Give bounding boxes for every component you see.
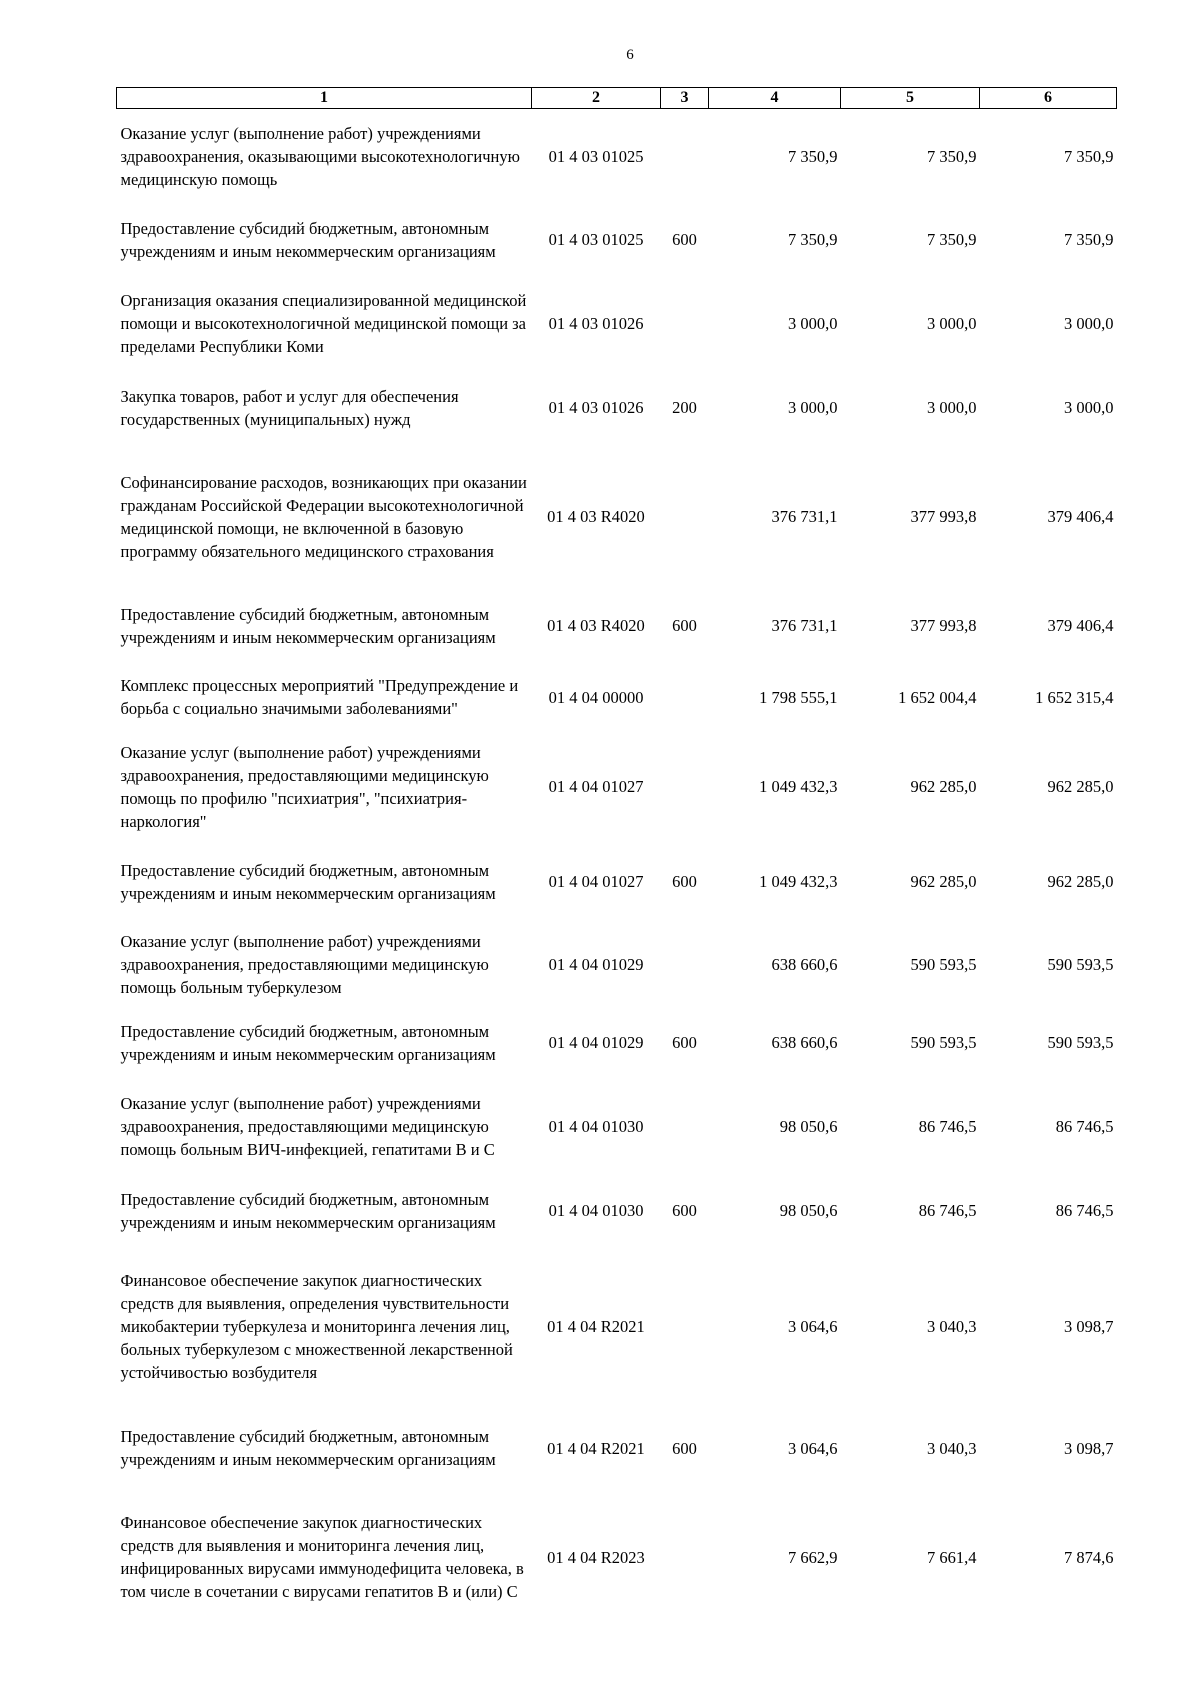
row-expense-type: 600 <box>672 872 697 891</box>
row-value-1: 7 350,9 <box>788 230 838 249</box>
row-name: Организация оказания специализированной медицинской помощи и высокотехнологичной медицинской помощи за пределами Республики Коми <box>120 291 527 356</box>
header-col-4: 4 <box>709 88 841 109</box>
table-row <box>117 1007 1117 1079</box>
row-value-3: 3 000,0 <box>1064 314 1114 333</box>
table-row <box>117 590 1117 662</box>
row-expense-type <box>661 1247 709 1406</box>
row-name: Софинансирование расходов, возникающих при оказании гражданам Российской Федерации высокотехнологичной медицинской помощи, не включенной в базовую программу обязательного медицинского страхования <box>120 472 527 561</box>
row-target-code: 01 4 03 R4020 <box>547 616 645 635</box>
row-value-2: 590 593,5 <box>910 1033 977 1052</box>
row-value-2: 86 746,5 <box>918 1117 977 1136</box>
row-value-2: 7 350,9 <box>927 146 977 166</box>
row-name: Оказание услуг (выполнение работ) учреждениями здравоохранения, предоставляющими медицинскую помощь больным туберкулезом <box>120 932 489 997</box>
row-expense-type: 600 <box>672 616 697 635</box>
table-row <box>117 1079 1117 1175</box>
row-name: Оказание услуг (выполнение работ) учреждениями здравоохранения, предоставляющими медицинскую помощь по профилю "психиатрия", "психиатрия-наркология" <box>120 742 489 831</box>
row-target-code: 01 4 04 R2021 <box>547 1438 645 1458</box>
row-value-2: 377 993,8 <box>910 616 977 635</box>
row-value-1: 7 350,9 <box>788 146 838 166</box>
row-value-1: 1 049 432,3 <box>759 872 838 891</box>
row-target-code: 01 4 03 01025 <box>548 230 644 249</box>
table-row <box>117 923 1117 1007</box>
table-row <box>117 733 1117 841</box>
row-name: Финансовое обеспечение закупок диагностических средств для выявления, определения чувствительности микобактерии туберкулеза и мониторинга лечения лиц, больных туберкулезом с множественной лекарственной устойчивостью возбудителя <box>120 1270 513 1382</box>
header-col-1: 1 <box>117 88 532 109</box>
row-value-3: 379 406,4 <box>1047 616 1114 635</box>
page-number: 6 <box>626 47 634 63</box>
row-target-code: 01 4 04 00000 <box>548 687 644 707</box>
row-value-2: 1 652 004,4 <box>898 687 977 707</box>
row-value-2: 7 661,4 <box>927 1547 977 1567</box>
row-target-code: 01 4 04 01027 <box>548 872 644 891</box>
row-value-2: 3 040,3 <box>927 1316 977 1336</box>
row-value-2: 7 350,9 <box>927 230 977 249</box>
row-expense-type: 600 <box>672 1033 697 1052</box>
row-name: Предоставление субсидий бюджетным, автономным учреждениям и иным некоммерческим организациям <box>120 860 496 903</box>
row-expense-type <box>661 1079 709 1175</box>
row-target-code: 01 4 04 01027 <box>548 777 644 796</box>
row-value-3: 590 593,5 <box>1047 1033 1114 1052</box>
row-value-1: 98 050,6 <box>779 1201 838 1220</box>
row-expense-type <box>661 276 709 372</box>
row-value-3: 86 746,5 <box>1055 1117 1114 1136</box>
row-target-code: 01 4 03 01026 <box>548 314 644 333</box>
row-expense-type <box>661 923 709 1007</box>
row-target-code: 01 4 03 01025 <box>548 146 644 166</box>
row-value-3: 1 652 315,4 <box>1035 687 1114 707</box>
row-name: Оказание услуг (выполнение работ) учреждениями здравоохранения, предоставляющими медицинскую помощь больным ВИЧ-инфекцией, гепатитами B и C <box>120 1094 495 1159</box>
row-expense-type <box>661 662 709 733</box>
row-target-code: 01 4 04 01029 <box>548 1033 644 1052</box>
row-name: Комплекс процессных мероприятий "Предупреждение и борьба с социально значимыми заболеваниями" <box>120 676 519 718</box>
row-value-3: 962 285,0 <box>1047 872 1114 891</box>
table-row <box>117 1491 1117 1624</box>
row-value-1: 3 064,6 <box>788 1316 838 1336</box>
row-expense-type <box>661 1491 709 1624</box>
header-col-2: 2 <box>532 88 661 109</box>
table-row <box>117 1175 1117 1247</box>
row-target-code: 01 4 03 01026 <box>548 398 644 417</box>
row-value-3: 7 874,6 <box>1064 1547 1114 1567</box>
table-row <box>117 662 1117 733</box>
row-target-code: 01 4 04 R2021 <box>547 1316 645 1336</box>
row-value-1: 376 731,1 <box>771 507 838 526</box>
budget-table <box>116 87 1117 1624</box>
row-name: Оказание услуг (выполнение работ) учреждениями здравоохранения, оказывающими высокотехнологичную медицинскую помощь <box>120 123 520 189</box>
row-expense-type: 600 <box>672 1438 697 1458</box>
row-value-1: 3 064,6 <box>788 1438 838 1458</box>
table-row <box>117 276 1117 372</box>
row-value-1: 7 662,9 <box>788 1547 838 1567</box>
row-target-code: 01 4 03 R4020 <box>547 507 645 526</box>
row-expense-type: 200 <box>672 398 697 417</box>
table-row <box>117 1247 1117 1406</box>
row-name: Предоставление субсидий бюджетным, автономным учреждениям и иным некоммерческим организациям <box>120 604 496 647</box>
row-value-1: 3 000,0 <box>788 398 838 417</box>
row-value-2: 3 000,0 <box>927 314 977 333</box>
table-row <box>117 372 1117 444</box>
row-value-1: 638 660,6 <box>771 1033 838 1052</box>
row-target-code: 01 4 04 01029 <box>548 955 644 974</box>
row-name: Предоставление субсидий бюджетным, автономным учреждениям и иным некоммерческим организациям <box>120 218 496 261</box>
row-value-3: 3 098,7 <box>1064 1438 1114 1458</box>
row-name: Закупка товаров, работ и услуг для обеспечения государственных (муниципальных) нужд <box>120 386 459 429</box>
row-name: Предоставление субсидий бюджетным, автономным учреждениям и иным некоммерческим организациям <box>120 1427 496 1469</box>
row-value-1: 3 000,0 <box>788 314 838 333</box>
header-col-3: 3 <box>661 88 709 109</box>
header-col-6: 6 <box>980 88 1117 109</box>
row-expense-type: 600 <box>672 230 697 249</box>
row-expense-type <box>661 109 709 204</box>
row-value-3: 379 406,4 <box>1047 507 1114 526</box>
row-expense-type <box>661 444 709 590</box>
row-name: Предоставление субсидий бюджетным, автономным учреждениям и иным некоммерческим организациям <box>120 1021 496 1064</box>
row-value-2: 377 993,8 <box>910 507 977 526</box>
row-value-2: 962 285,0 <box>910 872 977 891</box>
table-row <box>117 109 1117 204</box>
row-target-code: 01 4 04 01030 <box>548 1117 644 1136</box>
row-value-3: 7 350,9 <box>1064 146 1114 166</box>
row-value-3: 3 000,0 <box>1064 398 1114 417</box>
row-target-code: 01 4 04 01030 <box>548 1201 644 1220</box>
row-value-1: 98 050,6 <box>779 1117 838 1136</box>
row-value-1: 376 731,1 <box>771 616 838 635</box>
row-value-3: 3 098,7 <box>1064 1316 1114 1336</box>
row-value-1: 1 798 555,1 <box>759 687 838 707</box>
table-row <box>117 841 1117 923</box>
row-value-1: 638 660,6 <box>771 955 838 974</box>
row-value-2: 590 593,5 <box>910 955 977 974</box>
row-expense-type: 600 <box>672 1201 697 1220</box>
row-value-2: 3 040,3 <box>927 1438 977 1458</box>
table-header-row <box>117 88 1117 109</box>
row-value-3: 7 350,9 <box>1064 230 1114 249</box>
table-row <box>117 1406 1117 1491</box>
row-target-code: 01 4 04 R2023 <box>547 1547 645 1567</box>
row-value-3: 86 746,5 <box>1055 1201 1114 1220</box>
table-row <box>117 204 1117 276</box>
row-value-2: 3 000,0 <box>927 398 977 417</box>
row-name: Финансовое обеспечение закупок диагностических средств для выявления и мониторинга лечения лиц, инфицированных вирусами иммунодефицита человека, в том числе в сочетании с вирусами гепатитов B и (или) C <box>120 1513 524 1601</box>
row-value-2: 86 746,5 <box>918 1201 977 1220</box>
table-row <box>117 444 1117 590</box>
row-expense-type <box>661 733 709 841</box>
row-value-3: 590 593,5 <box>1047 955 1114 974</box>
row-value-3: 962 285,0 <box>1047 777 1114 796</box>
row-value-1: 1 049 432,3 <box>759 777 838 796</box>
row-name: Предоставление субсидий бюджетным, автономным учреждениям и иным некоммерческим организациям <box>120 1189 496 1232</box>
header-col-5: 5 <box>841 88 980 109</box>
row-value-2: 962 285,0 <box>910 777 977 796</box>
